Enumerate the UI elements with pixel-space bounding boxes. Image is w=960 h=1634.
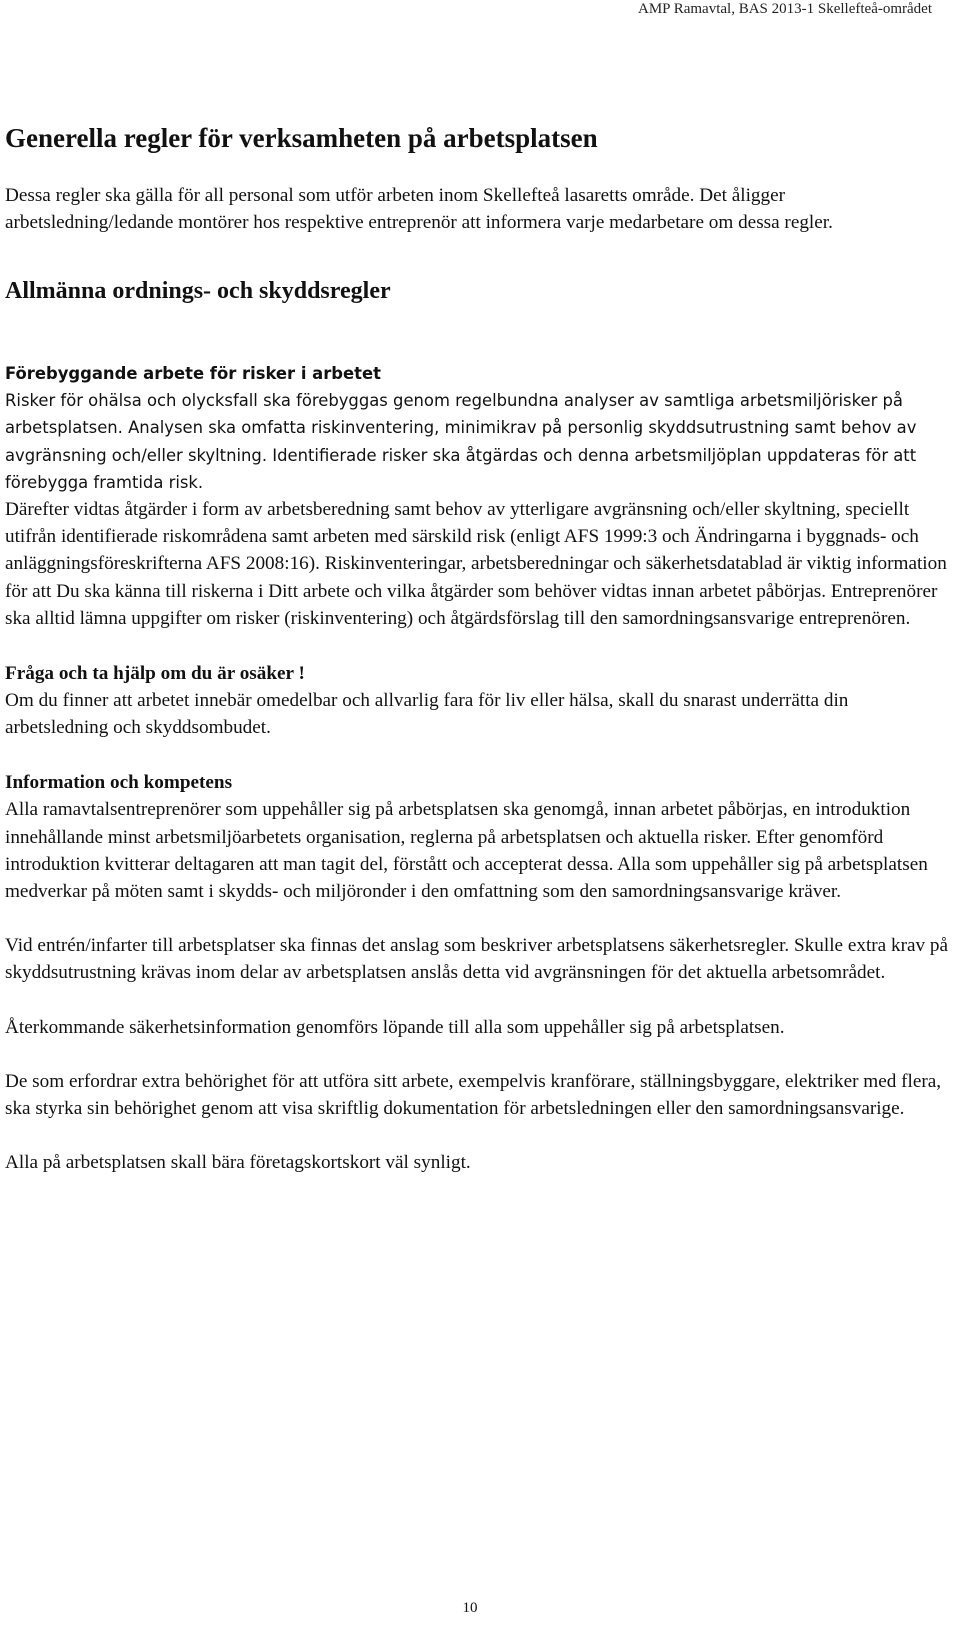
- paragraph-extra-authorization: De som erfordrar extra behörighet för att utföra sitt arbete, exempelvis kranförare, ställningsbyggare, elektriker med flera, ska styrka sin behörighet genom att visa skriftlig dokumentation för arbetsledningen eller den samordningsansvarige.: [5, 1070, 942, 1120]
- section-ask-for-help: [5, 660, 953, 741]
- section-text: Alla ramavtalsentreprenörer som uppehåller sig på arbetsplatsen ska genomgå, innan arbetet påbörjas, en introduktion innehållande minst arbetsmiljöarbetets organisation, reglerna på arbetsplatsen och aktuella risker. Efter genomförd introduktion kvitterar deltagaren att man tagit del, förstått och accepterat dessa. Alla som uppehåller sig på arbetsplatsen medverkar på möten samt i skydds- och miljöronder i den omfattning som den samordningsansvarige kräver.: [5, 799, 928, 903]
- paragraph-entrance-notice: Vid entrén/infarter till arbetsplatser ska finnas det anslag som beskriver arbetsplatsens säkerhetsregler. Skulle extra krav på skyddsutrustning krävas inom delar av arbetsplatsen anslås detta vid avgränsningen för det aktuella arbetsområdet.: [5, 935, 948, 984]
- page-number: 10: [462, 1600, 478, 1616]
- section-risk-prevention: [5, 360, 953, 632]
- section-text: Därefter vidtas åtgärder i form av arbetsberedning samt behov av ytterligare avgränsning och/eller skyltning, speciellt utifrån identifierade riskområdena samt arbeten med särskild risk (enligt AFS 1999:3 och Ändringarna i byggnads- och anläggningsföreskrifterna AFS 2008:16). Riskinventeringar, arbetsberedningar och säkerhetsdatablad är viktig information för att Du ska känna till riskerna i Ditt arbete och vilka åtgärder som behöver vidtas innan arbetet påbörjas. Entreprenörer ska alltid lämna uppgifter om risker (riskinventering) och åtgärdsförslag till den samordningsansvarige entreprenören.: [5, 499, 947, 629]
- paragraph-recurring-info: Återkommande säkerhetsinformation genomförs löpande till alla som uppehåller sig på arbetsplatsen.: [5, 1016, 785, 1038]
- section-heading: Information och kompetens: [5, 772, 233, 794]
- section-information-competence: [5, 769, 953, 905]
- section-heading: Fråga och ta hjälp om du är osäker !: [5, 663, 305, 685]
- sans-text-block: [5, 360, 953, 496]
- section-subtitle: Allmänna ordnings- och skyddsregler: [5, 278, 391, 304]
- paragraph-id-card: Alla på arbetsplatsen skall bära företagskortskort väl synligt.: [5, 1152, 471, 1174]
- section-text: Risker för ohälsa och olycksfall ska förebyggas genom regelbundna analyser av samtliga arbetsmiljörisker på arbetsplatsen. Analysen ska omfatta riskinventering, minimikrav på personlig skyddsutrustning samt behov av avgränsning och/eller skyltning. Identifierade risker ska åtgärdas och denna arbetsmiljöplan uppdateras för att förebygga framtida risk.: [5, 391, 917, 492]
- running-header: AMP Ramavtal, BAS 2013-1 Skellefteå-området: [638, 1, 932, 17]
- section-heading: Förebyggande arbete för risker i arbetet: [5, 364, 381, 383]
- section-text: Om du finner att arbetet innebär omedelbar och allvarlig fara för liv eller hälsa, skall du snarast underrätta din arbetsledning och skyddsombudet.: [5, 690, 849, 739]
- page-title: Generella regler för verksamheten på arbetsplatsen: [5, 123, 598, 153]
- intro-paragraph: Dessa regler ska gälla för all personal som utför arbeten inom Skellefteå lasaretts område. Det åligger arbetsledning/ledande montörer hos respektive entreprenör att informera varje medarbetare om dessa regler.: [5, 185, 833, 233]
- document-page: [5, 120, 953, 1176]
